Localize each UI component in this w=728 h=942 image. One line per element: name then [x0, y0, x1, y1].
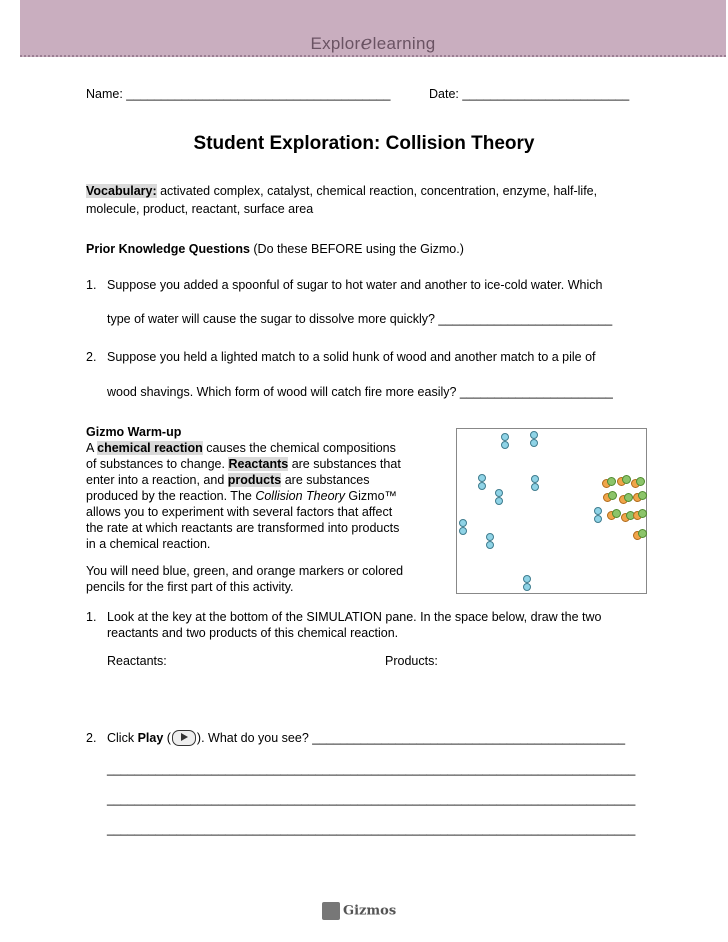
page-title: Student Exploration: Collision Theory: [193, 133, 535, 154]
reactants-label: Reactants:: [107, 654, 167, 668]
prior-knowledge-heading: Prior Knowledge Questions (Do these BEFORE using the Gizmo.): [86, 242, 464, 256]
question-1-line-1: Suppose you added a spoonful of sugar to hot water and another to ice-cold water. Which: [107, 278, 603, 292]
question-1-line-2: type of water will cause the sugar to dissolve more quickly? _________________________: [107, 312, 613, 326]
reactant-molecule: [486, 533, 493, 549]
warmup-line-2: of substances to change. Reactants are substances that: [86, 457, 401, 471]
name-field: Name: ______________________________________: [86, 87, 391, 101]
reactant-molecule: [495, 489, 502, 505]
materials-line-1: You will need blue, green, and orange markers or colored: [86, 564, 404, 578]
reactant-molecule: [478, 474, 485, 490]
reactant-molecule: [501, 433, 508, 449]
question-1-number: 1.: [86, 278, 97, 292]
product-molecule: [633, 529, 645, 539]
simulation-image: [456, 428, 647, 594]
reactant-molecule: [459, 519, 466, 535]
product-molecule: [617, 475, 629, 485]
product-molecule: [607, 509, 619, 519]
task-1-line-2: reactants and two products of this chemical reaction.: [107, 626, 399, 640]
reactant-molecule: [594, 507, 601, 523]
question-2-line-1: Suppose you held a lighted match to a solid hunk of wood and another match to a pile of: [107, 350, 596, 364]
vocabulary-line-1: Vocabulary: activated complex, catalyst, chemical reaction, concentration, enzyme, half-life,: [86, 184, 598, 198]
warmup-line-6: the rate at which reactants are transformed into products: [86, 521, 400, 535]
answer-line: ____________________________________________________________________________: [107, 762, 636, 776]
warmup-line-1: A chemical reaction causes the chemical compositions: [86, 441, 396, 455]
explorelearning-seal-icon: [322, 902, 340, 920]
warmup-line-7: in a chemical reaction.: [86, 537, 211, 551]
task-2-line: Click Play ( ). What do you see? _____________________________________________: [107, 731, 626, 745]
task-2-number: 2.: [86, 731, 97, 745]
footer-logo: Gizmos: [322, 902, 402, 922]
product-molecule: [619, 493, 631, 503]
materials-line-2: pencils for the first part of this activity.: [86, 580, 294, 594]
task-1-line-1: Look at the key at the bottom of the SIMULATION pane. In the space below, draw the two: [107, 610, 602, 624]
warmup-heading: Gizmo Warm-up: [86, 425, 182, 439]
brand-logo: Explorelearning: [310, 30, 436, 54]
warmup-line-5: allows you to experiment with several factors that affect: [86, 505, 393, 519]
reactant-molecule: [523, 575, 530, 591]
warmup-line-3: enter into a reaction, and products are substances: [86, 473, 370, 487]
date-field: Date: ________________________: [429, 87, 630, 101]
vocabulary-label: Vocabulary:: [86, 184, 157, 198]
product-molecule: [633, 491, 645, 501]
product-molecule: [631, 477, 643, 487]
header-band: [20, 0, 726, 57]
product-molecule: [602, 477, 614, 487]
product-molecule: [621, 511, 633, 521]
product-molecule: [603, 491, 615, 501]
products-label: Products:: [385, 654, 438, 668]
question-2-line-2: wood shavings. Which form of wood will catch fire more easily? ______________________: [107, 385, 613, 399]
answer-line: ____________________________________________________________________________: [107, 822, 636, 836]
vocabulary-line-2: molecule, product, reactant, surface area: [86, 202, 314, 216]
reactant-molecule: [531, 475, 538, 491]
warmup-line-4: produced by the reaction. The Collision Theory Gizmo™: [86, 489, 398, 503]
answer-line: ____________________________________________________________________________: [107, 792, 636, 806]
reactant-molecule: [530, 431, 537, 447]
play-icon: [172, 730, 196, 746]
question-2-number: 2.: [86, 350, 97, 364]
product-molecule: [633, 509, 645, 519]
task-1-number: 1.: [86, 610, 97, 624]
